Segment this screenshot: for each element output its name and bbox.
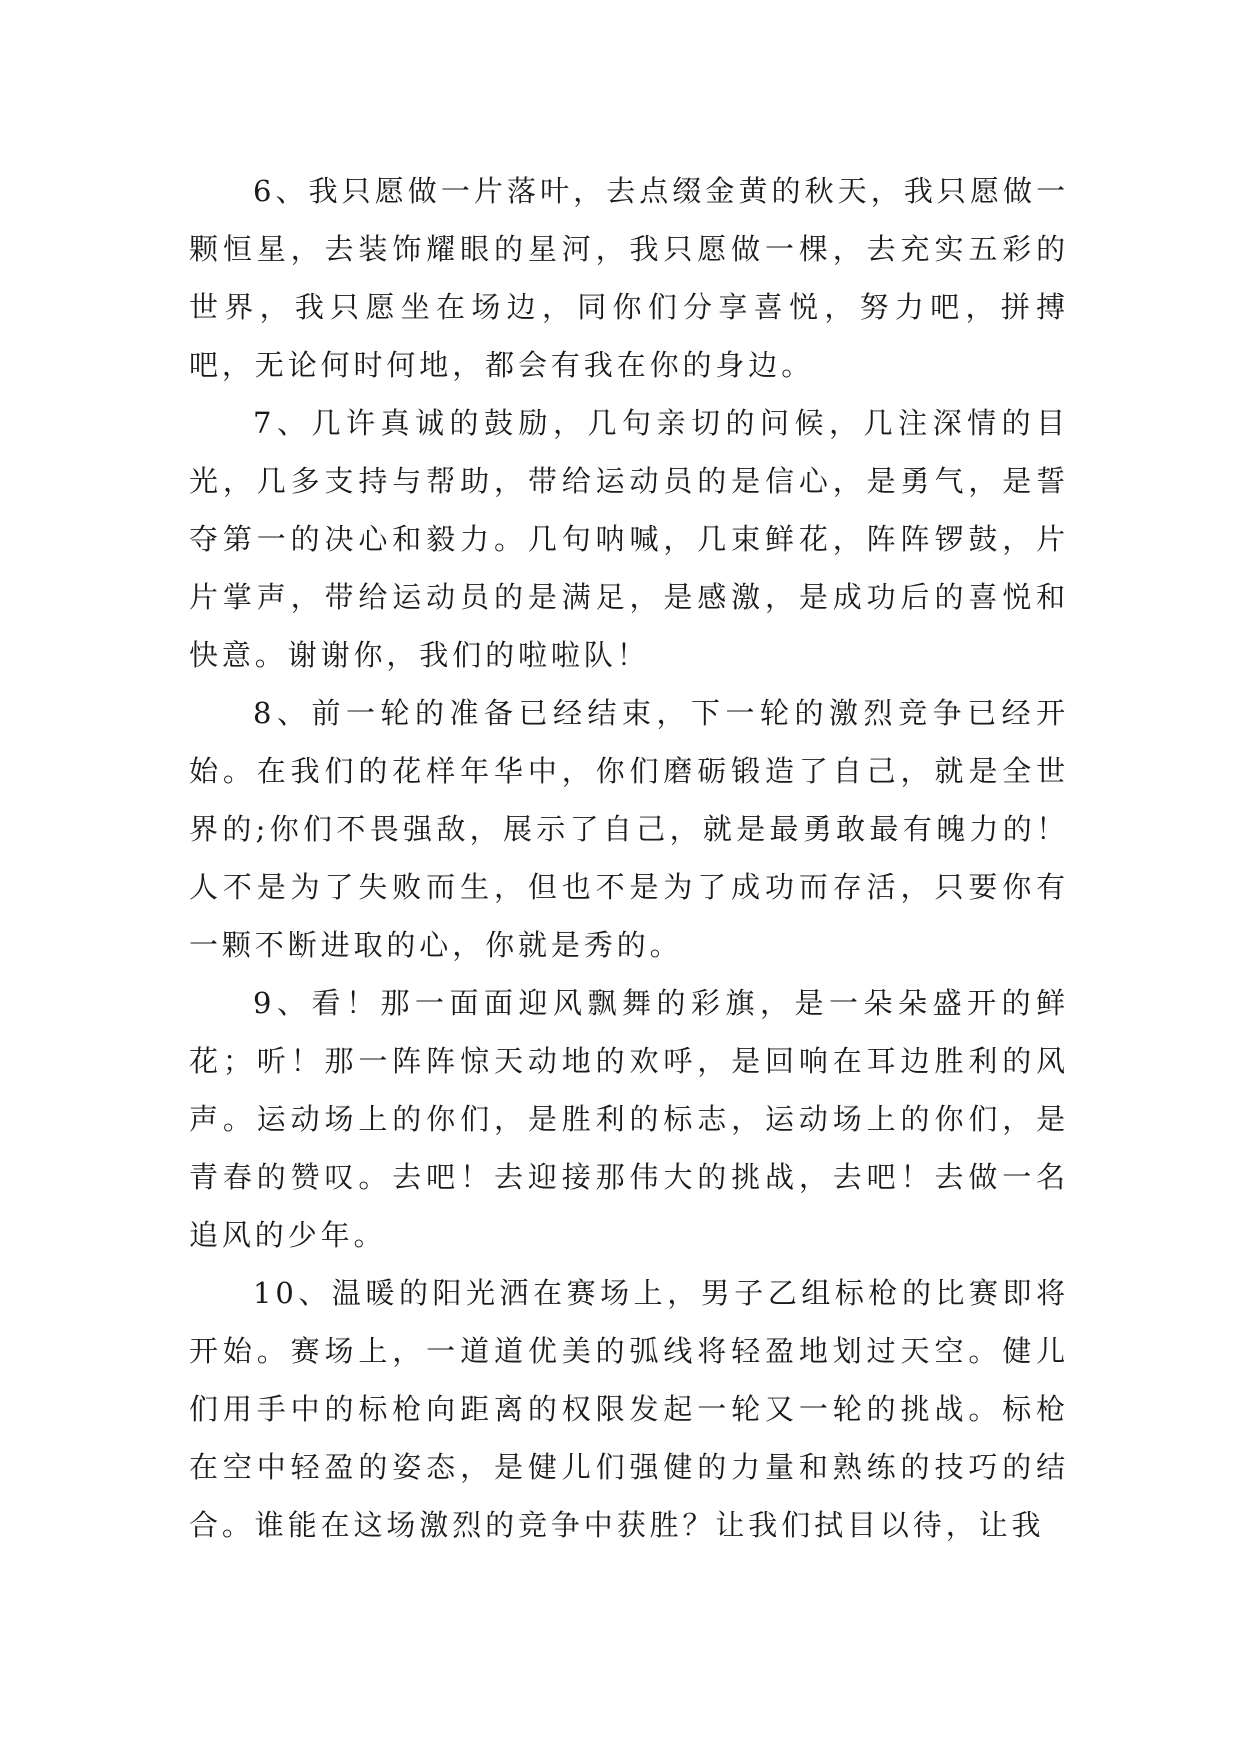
paragraph-8: 8、前一轮的准备已经结束，下一轮的激烈竞争已经开始。在我们的花样年华中，你们磨砺锻造了自己，就是全世界的;你们不畏强敌，展示了自己，就是最勇敢最有魄力的！人不是为了失败而生，但也不是为了成功而存活，只要你有一颗不断进取的心，你就是秀的。: [189, 696, 1069, 962]
paragraph-9: 9、看！那一面面迎风飘舞的彩旗，是一朵朵盛开的鲜花；听！那一阵阵惊天动地的欢呼，是回响在耳边胜利的风声。运动场上的你们，是胜利的标志，运动场上的你们，是青春的赞叹。去吧！去迎接那伟大的挑战，去吧！去做一名追风的少年。: [189, 986, 1069, 1252]
paragraph-7: 7、几许真诚的鼓励，几句亲切的问候，几注深情的目光，几多支持与帮助，带给运动员的是信心，是勇气，是誓夺第一的决心和毅力。几句呐喊，几束鲜花，阵阵锣鼓，片片掌声，带给运动员的是满足，是感激，是成功后的喜悦和快意。谢谢你，我们的啦啦队！: [189, 406, 1069, 672]
document-body: [189, 162, 1069, 1554]
paragraph-10: 10、温暖的阳光洒在赛场上，男子乙组标枪的比赛即将开始。赛场上，一道道优美的弧线将轻盈地划过天空。健儿们用手中的标枪向距离的权限发起一轮又一轮的挑战。标枪在空中轻盈的姿态，是健儿们强健的力量和熟练的技巧的结合。谁能在这场激烈的竞争中获胜？让我们拭目以待，让我: [189, 1276, 1069, 1542]
paragraph-6: 6、我只愿做一片落叶，去点缀金黄的秋天，我只愿做一颗恒星，去装饰耀眼的星河，我只愿做一棵，去充实五彩的世界，我只愿坐在场边，同你们分享喜悦，努力吧，拼搏吧，无论何时何地，都会有我在你的身边。: [189, 174, 1069, 382]
